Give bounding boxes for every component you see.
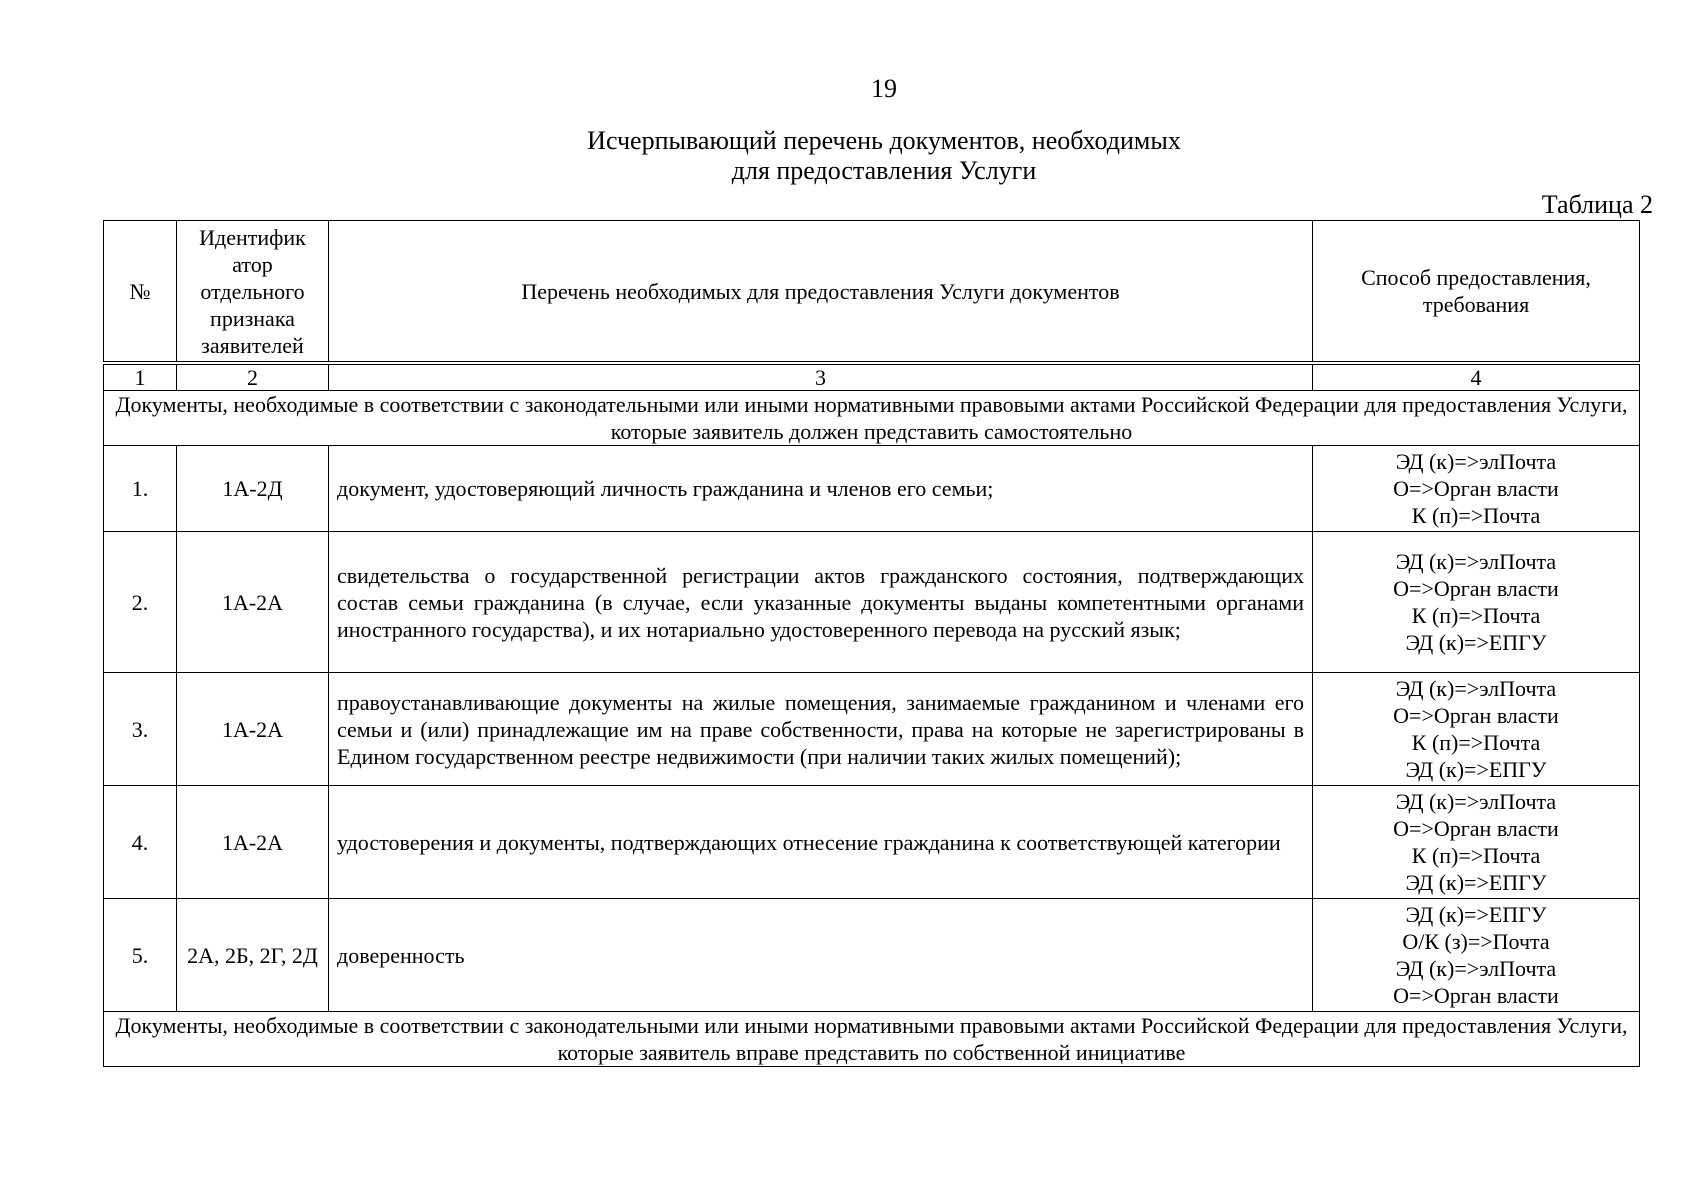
row-document: документ, удостоверяющий личность гражданина и членов его семьи; [329, 446, 1313, 532]
row-number: 5. [104, 899, 177, 1012]
section-heading-mandatory: Документы, необходимые в соответствии с законодательными или иными нормативными правовыми актами Российской Федерации для предоставления Услуги, которые заявитель должен представить самостоятельно [104, 391, 1640, 446]
table-row [104, 899, 1640, 1012]
method-item: ЭД (к)=>ЕПГУ [1405, 870, 1547, 895]
header-submission-method-line: требования [1422, 292, 1530, 317]
row-applicant-id: 1А-2А [177, 532, 329, 673]
method-item: ЭД (к)=>элПочта [1395, 676, 1557, 701]
section-heading-optional: Документы, необходимые в соответствии с законодательными или иными нормативными правовыми актами Российской Федерации для предоставления Услуги, которые заявитель вправе представить по собственной инициативе [104, 1012, 1640, 1067]
header-applicant-id-line: отдельного [200, 278, 305, 304]
header-applicant-id-line: атор [232, 251, 273, 277]
row-methods [1313, 446, 1640, 532]
method-item: К (п)=>Почта [1411, 603, 1541, 628]
method-item: ЭД (к)=>элПочта [1395, 956, 1557, 981]
method-item: ЭД (к)=>элПочта [1395, 549, 1557, 574]
method-item: О/К (з)=>Почта [1402, 929, 1550, 954]
method-item: О=>Орган власти [1393, 816, 1559, 841]
header-number: № [104, 221, 177, 364]
header-submission-method-line: Способ предоставления, [1361, 265, 1591, 290]
method-item: О=>Орган власти [1393, 476, 1559, 501]
column-number: 4 [1313, 363, 1640, 391]
header-applicant-id-line: Идентифик [199, 224, 306, 250]
method-item: ЭД (к)=>ЕПГУ [1405, 630, 1547, 655]
table-row [104, 532, 1640, 673]
row-number: 3. [104, 673, 177, 786]
row-number: 4. [104, 786, 177, 899]
table-row [104, 673, 1640, 786]
row-methods [1313, 532, 1640, 673]
row-document: удостоверения и документы, подтверждающих отнесение гражданина к соответствующей категории [329, 786, 1313, 899]
row-methods [1313, 899, 1640, 1012]
method-item: О=>Орган власти [1393, 983, 1559, 1008]
document-title [0, 126, 1697, 186]
row-number: 1. [104, 446, 177, 532]
documents-table [103, 220, 1640, 1067]
column-number: 1 [104, 363, 177, 391]
row-applicant-id: 1А-2А [177, 786, 329, 899]
table-row [104, 446, 1640, 532]
method-item: К (п)=>Почта [1411, 503, 1541, 528]
column-number: 2 [177, 363, 329, 391]
row-applicant-id: 1А-2А [177, 673, 329, 786]
method-item: ЭД (к)=>ЕПГУ [1405, 757, 1547, 782]
method-item: ЭД (к)=>ЕПГУ [1405, 902, 1547, 927]
method-item: О=>Орган власти [1393, 576, 1559, 601]
row-document: правоустанавливающие документы на жилые помещения, занимаемые гражданином и членами его семьи и (или) принадлежащие им на праве собственности, права на которые не зарегистрированы в Едином государственном реестре недвижимости (при наличии таких жилых помещений); [329, 673, 1313, 786]
table-header-row [104, 221, 1640, 364]
table-label: Таблица 2 [1541, 190, 1653, 219]
header-applicant-id [177, 221, 329, 364]
header-submission-method [1313, 221, 1640, 364]
document-title-line-2: для предоставления Услуги [731, 156, 1037, 185]
page-number: 19 [871, 74, 897, 103]
row-document: свидетельства о государственной регистрации актов гражданского состояния, подтверждающих состав семьи гражданина (в случае, если указанные документы выданы компетентными органами иностранного государства), и их нотариально удостоверенного перевода на русский язык; [329, 532, 1313, 673]
header-applicant-id-line: заявителей [201, 332, 304, 358]
document-title-line-1: Исчерпывающий перечень документов, необходимых [587, 126, 1181, 155]
method-item: О=>Орган власти [1393, 703, 1559, 728]
column-number: 3 [329, 363, 1313, 391]
header-document-list: Перечень необходимых для предоставления Услуги документов [329, 221, 1313, 364]
method-item: К (п)=>Почта [1411, 843, 1541, 868]
section-row-optional [104, 1012, 1640, 1067]
method-item: ЭД (к)=>элПочта [1395, 789, 1557, 814]
method-item: К (п)=>Почта [1411, 730, 1541, 755]
row-document: доверенность [329, 899, 1313, 1012]
row-applicant-id: 2А, 2Б, 2Г, 2Д [177, 899, 329, 1012]
section-row-mandatory [104, 391, 1640, 446]
row-methods [1313, 786, 1640, 899]
row-number: 2. [104, 532, 177, 673]
header-applicant-id-line: признака [210, 305, 295, 331]
row-applicant-id: 1А-2Д [177, 446, 329, 532]
row-methods [1313, 673, 1640, 786]
column-numbers-row [104, 363, 1640, 391]
table-row [104, 786, 1640, 899]
method-item: ЭД (к)=>элПочта [1395, 449, 1557, 474]
